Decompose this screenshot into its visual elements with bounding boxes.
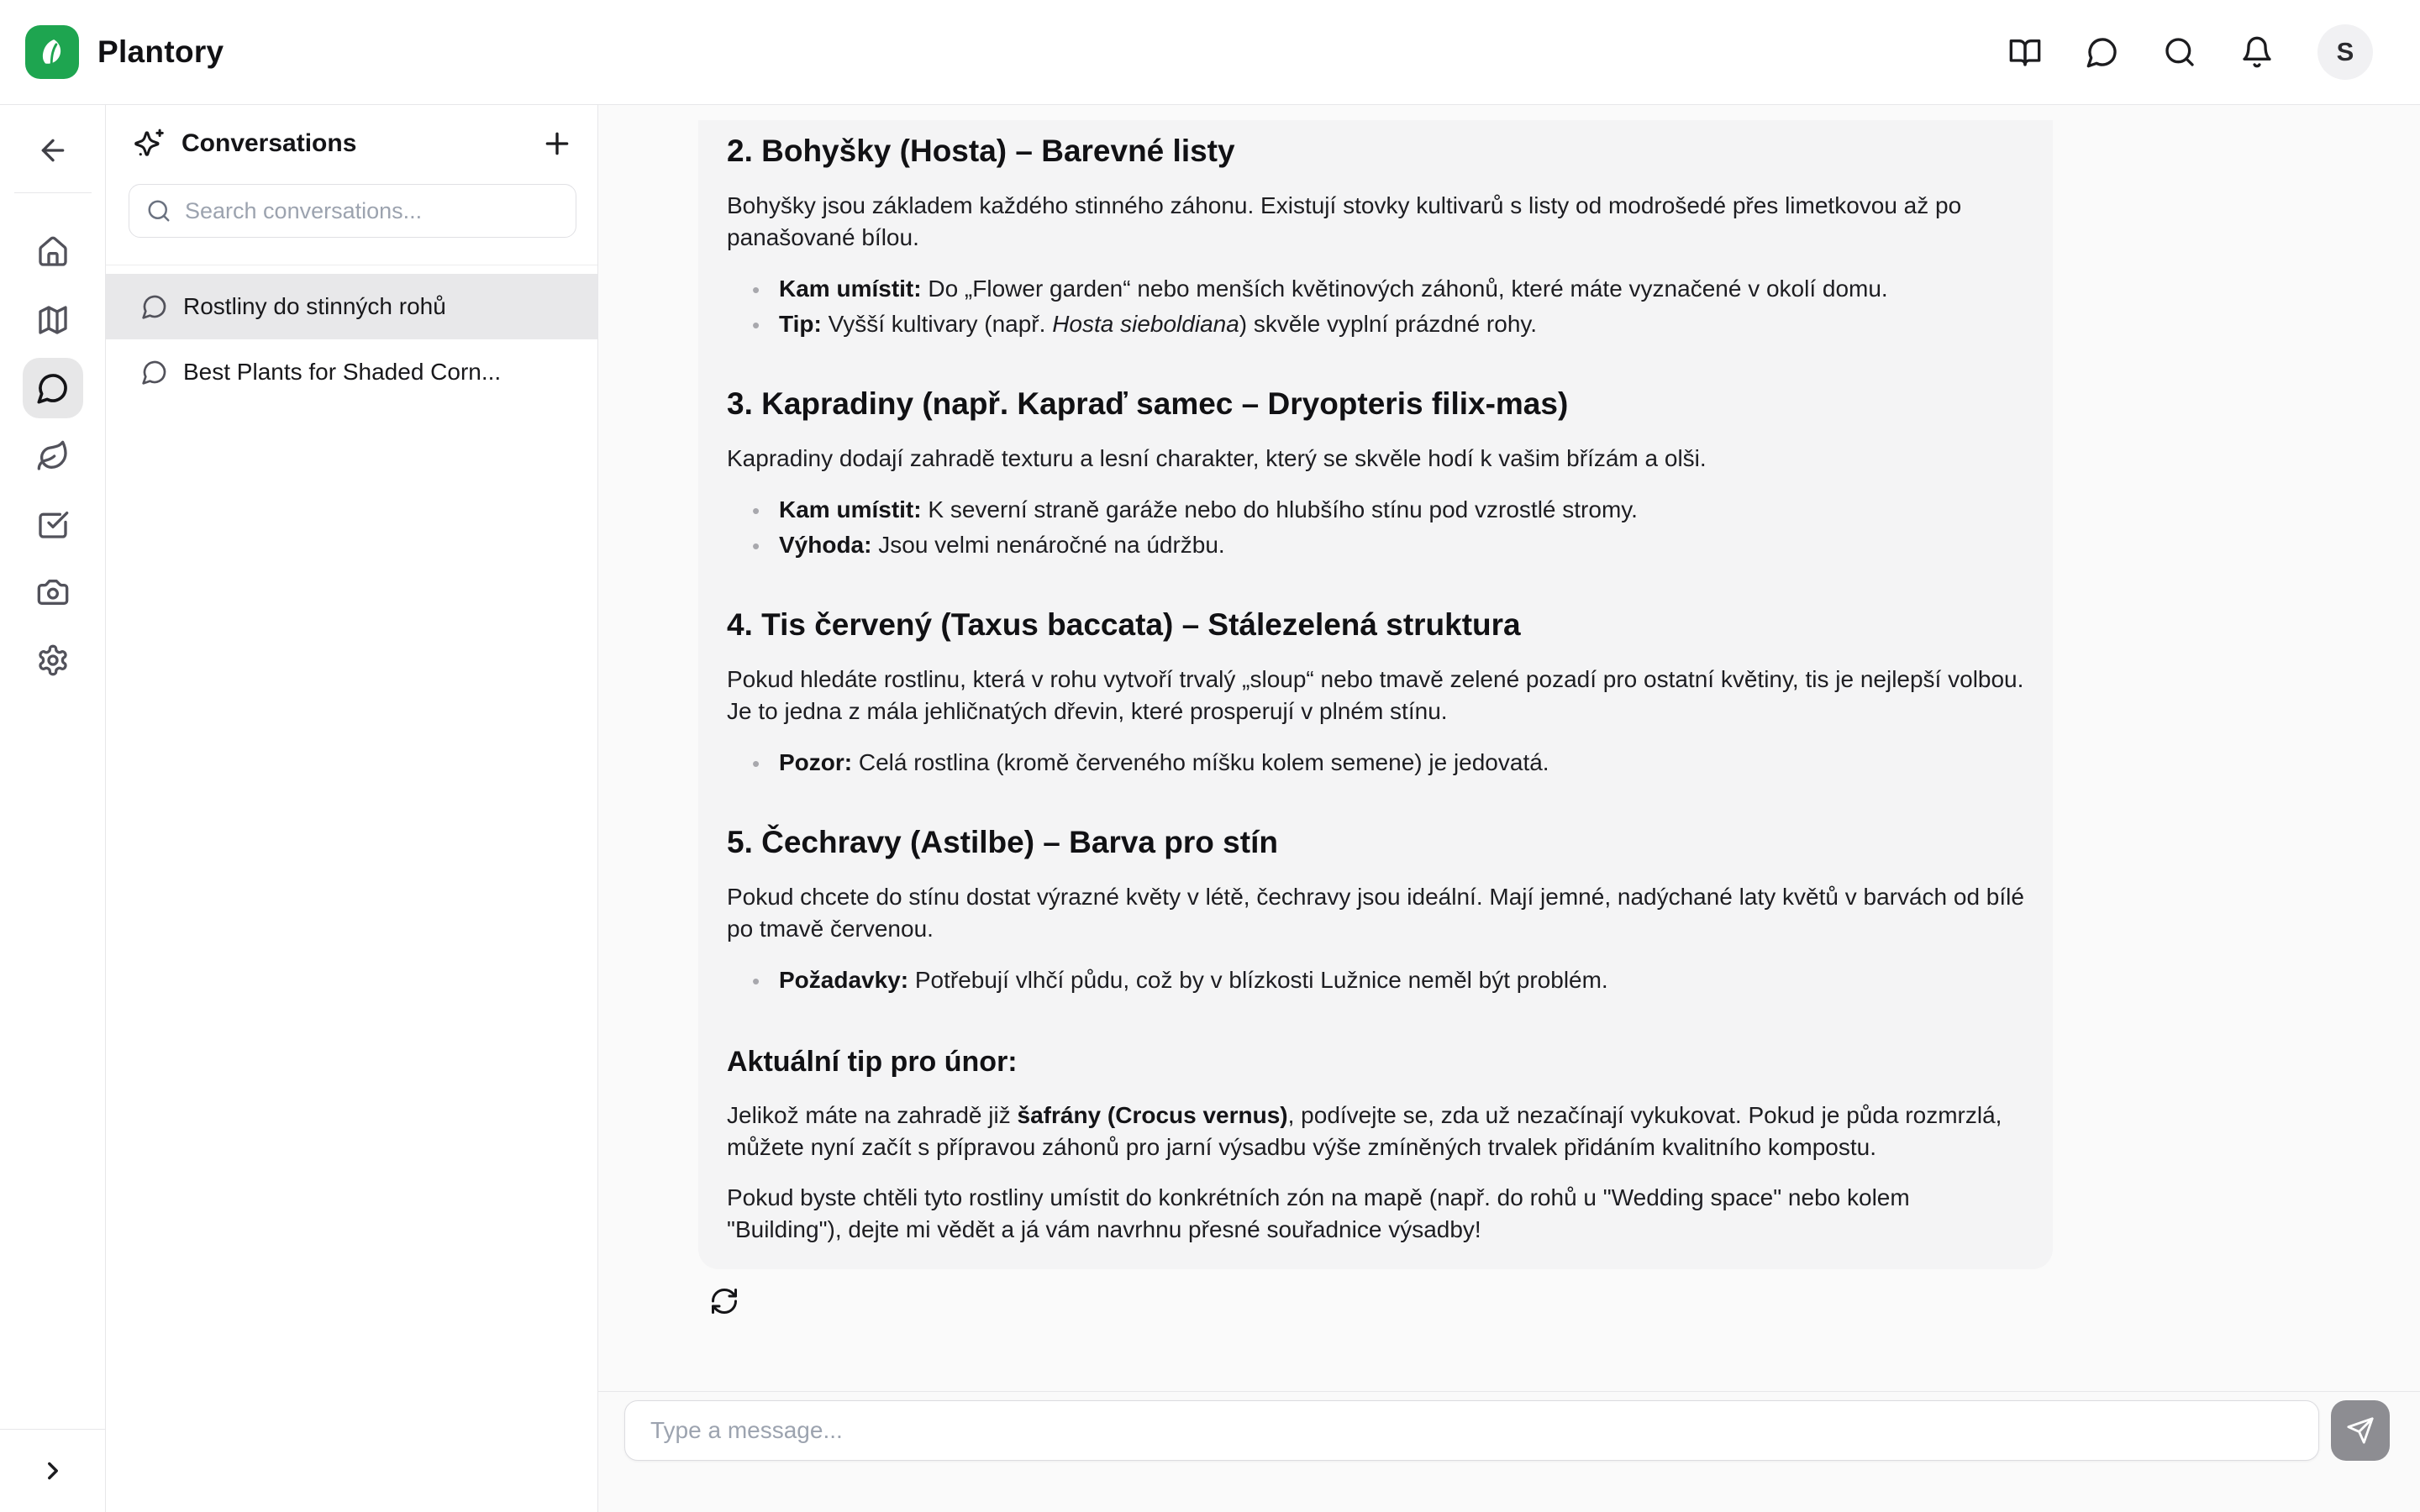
assistant-message xyxy=(698,120,2053,1269)
camera-icon xyxy=(36,575,70,609)
section-paragraph: Pokud hledáte rostlinu, která v rohu vytvoří trvalý „sloup“ nebo tmavě zelené pozadí pro ostatní květiny, tis je nejlepší volbou. Je to jedna z mála jehličnatých dřevin, které prosperují v plném stínu. xyxy=(727,666,2024,724)
user-avatar[interactable] xyxy=(2317,24,2373,80)
tip-paragraph xyxy=(727,1100,2024,1163)
section-paragraph: Bohyšky jsou základem každého stinného záhonu. Existují stovky kultivarů s listy od modrošedé přes limetkovou až po panašované bílou. xyxy=(727,192,1962,250)
regenerate-button[interactable] xyxy=(709,1286,739,1316)
tip-text-bold: šafrány (Crocus vernus) xyxy=(1017,1102,1288,1128)
chat-scroll-region[interactable] xyxy=(598,105,2420,1391)
bullet-text: ) skvěle vyplní prázdné rohy. xyxy=(1239,311,1538,337)
bullet-label: Kam umístit: xyxy=(779,276,922,302)
header-actions xyxy=(2008,24,2373,80)
tasks-icon xyxy=(36,507,70,541)
section-heading: 3. Kapradiny (např. Kapraď samec – Dryopteris filix-mas) xyxy=(727,386,1569,421)
conversations-list xyxy=(106,265,597,405)
sparkles-icon xyxy=(134,128,166,160)
tip-text: Jelikož máte na zahradě již xyxy=(727,1102,1018,1128)
expand-sidebar-button[interactable] xyxy=(0,1430,105,1512)
tip-paragraph: Pokud byste chtěli tyto rostliny umístit do konkrétních zón na mapě (např. do rohů u "Wedding space" nebo kolem "Building"), dejte mi vědět a já vám navrhnu přesné souřadnice výsadby! xyxy=(727,1184,1910,1242)
chevron-right-icon xyxy=(39,1457,67,1485)
bullet-item xyxy=(750,307,2024,341)
bullet-list xyxy=(727,963,2024,997)
app-header xyxy=(0,0,2420,105)
conversations-header xyxy=(106,105,597,160)
bullet-text: Vyšší kultivary (např. xyxy=(821,311,1053,337)
main-layout xyxy=(0,105,2420,1512)
conversations-title: Conversations xyxy=(182,129,357,157)
section-heading: 4. Tis červený (Taxus baccata) – Stálezelená struktura xyxy=(727,607,1521,642)
bullet-label: Pozor: xyxy=(779,749,853,775)
guide-button[interactable] xyxy=(2008,35,2042,69)
bell-icon xyxy=(2240,35,2274,69)
rail-item-settings[interactable] xyxy=(23,630,83,690)
notifications-button[interactable] xyxy=(2240,35,2274,69)
map-icon xyxy=(36,303,70,337)
bullet-text: K severní straně garáže nebo do hlubšího stínu pod vzrostlé stromy. xyxy=(921,496,1638,522)
chat-bubble-icon xyxy=(141,293,168,320)
bullet-text: Jsou velmi nenáročné na údržbu. xyxy=(871,532,1225,558)
home-icon xyxy=(36,235,70,269)
brand-title: Plantory xyxy=(97,34,224,69)
message-composer xyxy=(598,1391,2420,1512)
avatar-initial: S xyxy=(2336,37,2354,66)
back-button[interactable] xyxy=(36,130,70,171)
chat-bubble-icon xyxy=(141,359,168,386)
bullet-label: Požadavky: xyxy=(779,967,909,993)
leaf-icon xyxy=(36,439,70,473)
send-icon xyxy=(2346,1416,2375,1445)
rail-item-conversations[interactable] xyxy=(23,358,83,418)
chat-icon xyxy=(36,371,70,405)
chat-bubble-icon xyxy=(2086,35,2119,69)
section-paragraph: Kapradiny dodají zahradě texturu a lesní charakter, který se skvěle hodí k vašim břízám a olši. xyxy=(727,445,1707,471)
refresh-icon xyxy=(709,1286,739,1316)
bullet-list xyxy=(727,493,2024,562)
section-heading: 2. Bohyšky (Hosta) – Barevné listy xyxy=(727,134,1235,168)
rail-item-tasks[interactable] xyxy=(23,494,83,554)
search-button[interactable] xyxy=(2163,35,2196,69)
app-logo xyxy=(25,25,79,79)
arrow-left-icon xyxy=(36,134,70,167)
search-icon xyxy=(2163,35,2196,69)
send-button[interactable] xyxy=(2331,1400,2390,1461)
chats-button[interactable] xyxy=(2086,35,2119,69)
message-input[interactable] xyxy=(624,1400,2319,1461)
tip-text: , podívejte se, zda už nezačínají vykukovat. Pokud je půda rozmrzlá, můžete nyní začít s přípravou záhonů pro jarní výsadbu výše zmíněných trvalek přidáním kvalitního kompostu. xyxy=(727,1102,2002,1160)
bullet-label: Výhoda: xyxy=(779,532,872,558)
bullet-item xyxy=(750,746,2024,780)
bullet-item xyxy=(750,528,2024,562)
section-paragraph: Pokud chcete do stínu dostat výrazné květy v létě, čechravy jsou ideální. Mají jemné, nadýchané laty květů v barvách od bílé po tmavě červenou. xyxy=(727,884,2024,942)
bullet-label: Tip: xyxy=(779,311,822,337)
bullet-label: Kam umístit: xyxy=(779,496,922,522)
conversation-item-label: Rostliny do stinných rohů xyxy=(183,293,446,319)
rail-item-map[interactable] xyxy=(23,290,83,350)
bullet-list xyxy=(727,746,2024,780)
new-conversation-button[interactable] xyxy=(540,127,574,160)
leaf-logo-icon xyxy=(36,36,68,68)
conversations-panel xyxy=(106,105,598,1512)
section-heading: 5. Čechravy (Astilbe) – Barva pro stín xyxy=(727,825,1278,859)
bullet-text-italic: Hosta sieboldiana xyxy=(1052,311,1239,337)
plus-icon xyxy=(540,127,574,160)
search-icon xyxy=(146,198,171,223)
icon-rail xyxy=(0,105,106,1512)
message-actions xyxy=(709,1286,2420,1320)
conversation-item[interactable] xyxy=(106,339,597,405)
conversation-item[interactable] xyxy=(106,274,597,339)
search-conversations-input[interactable] xyxy=(183,197,559,225)
rail-item-home[interactable] xyxy=(23,222,83,282)
book-open-icon xyxy=(2008,35,2042,69)
conversation-item-label: Best Plants for Shaded Corn... xyxy=(183,359,502,385)
chat-area xyxy=(598,105,2420,1512)
rail-divider xyxy=(14,192,92,193)
settings-icon xyxy=(36,643,70,677)
bullet-text: Potřebují vlhčí půdu, což by v blízkosti Lužnice neměl být problém. xyxy=(908,967,1608,993)
bullet-item xyxy=(750,963,2024,997)
rail-item-plants[interactable] xyxy=(23,426,83,486)
bullet-text: Do „Flower garden“ nebo menších květinových záhonů, které máte vyznačené v okolí domu. xyxy=(921,276,1888,302)
tip-heading: Aktuální tip pro únor: xyxy=(727,1046,1018,1078)
bullet-item xyxy=(750,272,2024,306)
bullet-list xyxy=(727,272,2024,341)
bullet-text: Celá rostlina (kromě červeného míšku kolem semene) je jedovatá. xyxy=(852,749,1549,775)
rail-bottom xyxy=(0,1429,105,1512)
rail-item-photos[interactable] xyxy=(23,562,83,622)
bullet-item xyxy=(750,493,2024,527)
conversation-search xyxy=(129,184,576,238)
rail-nav xyxy=(23,222,83,690)
